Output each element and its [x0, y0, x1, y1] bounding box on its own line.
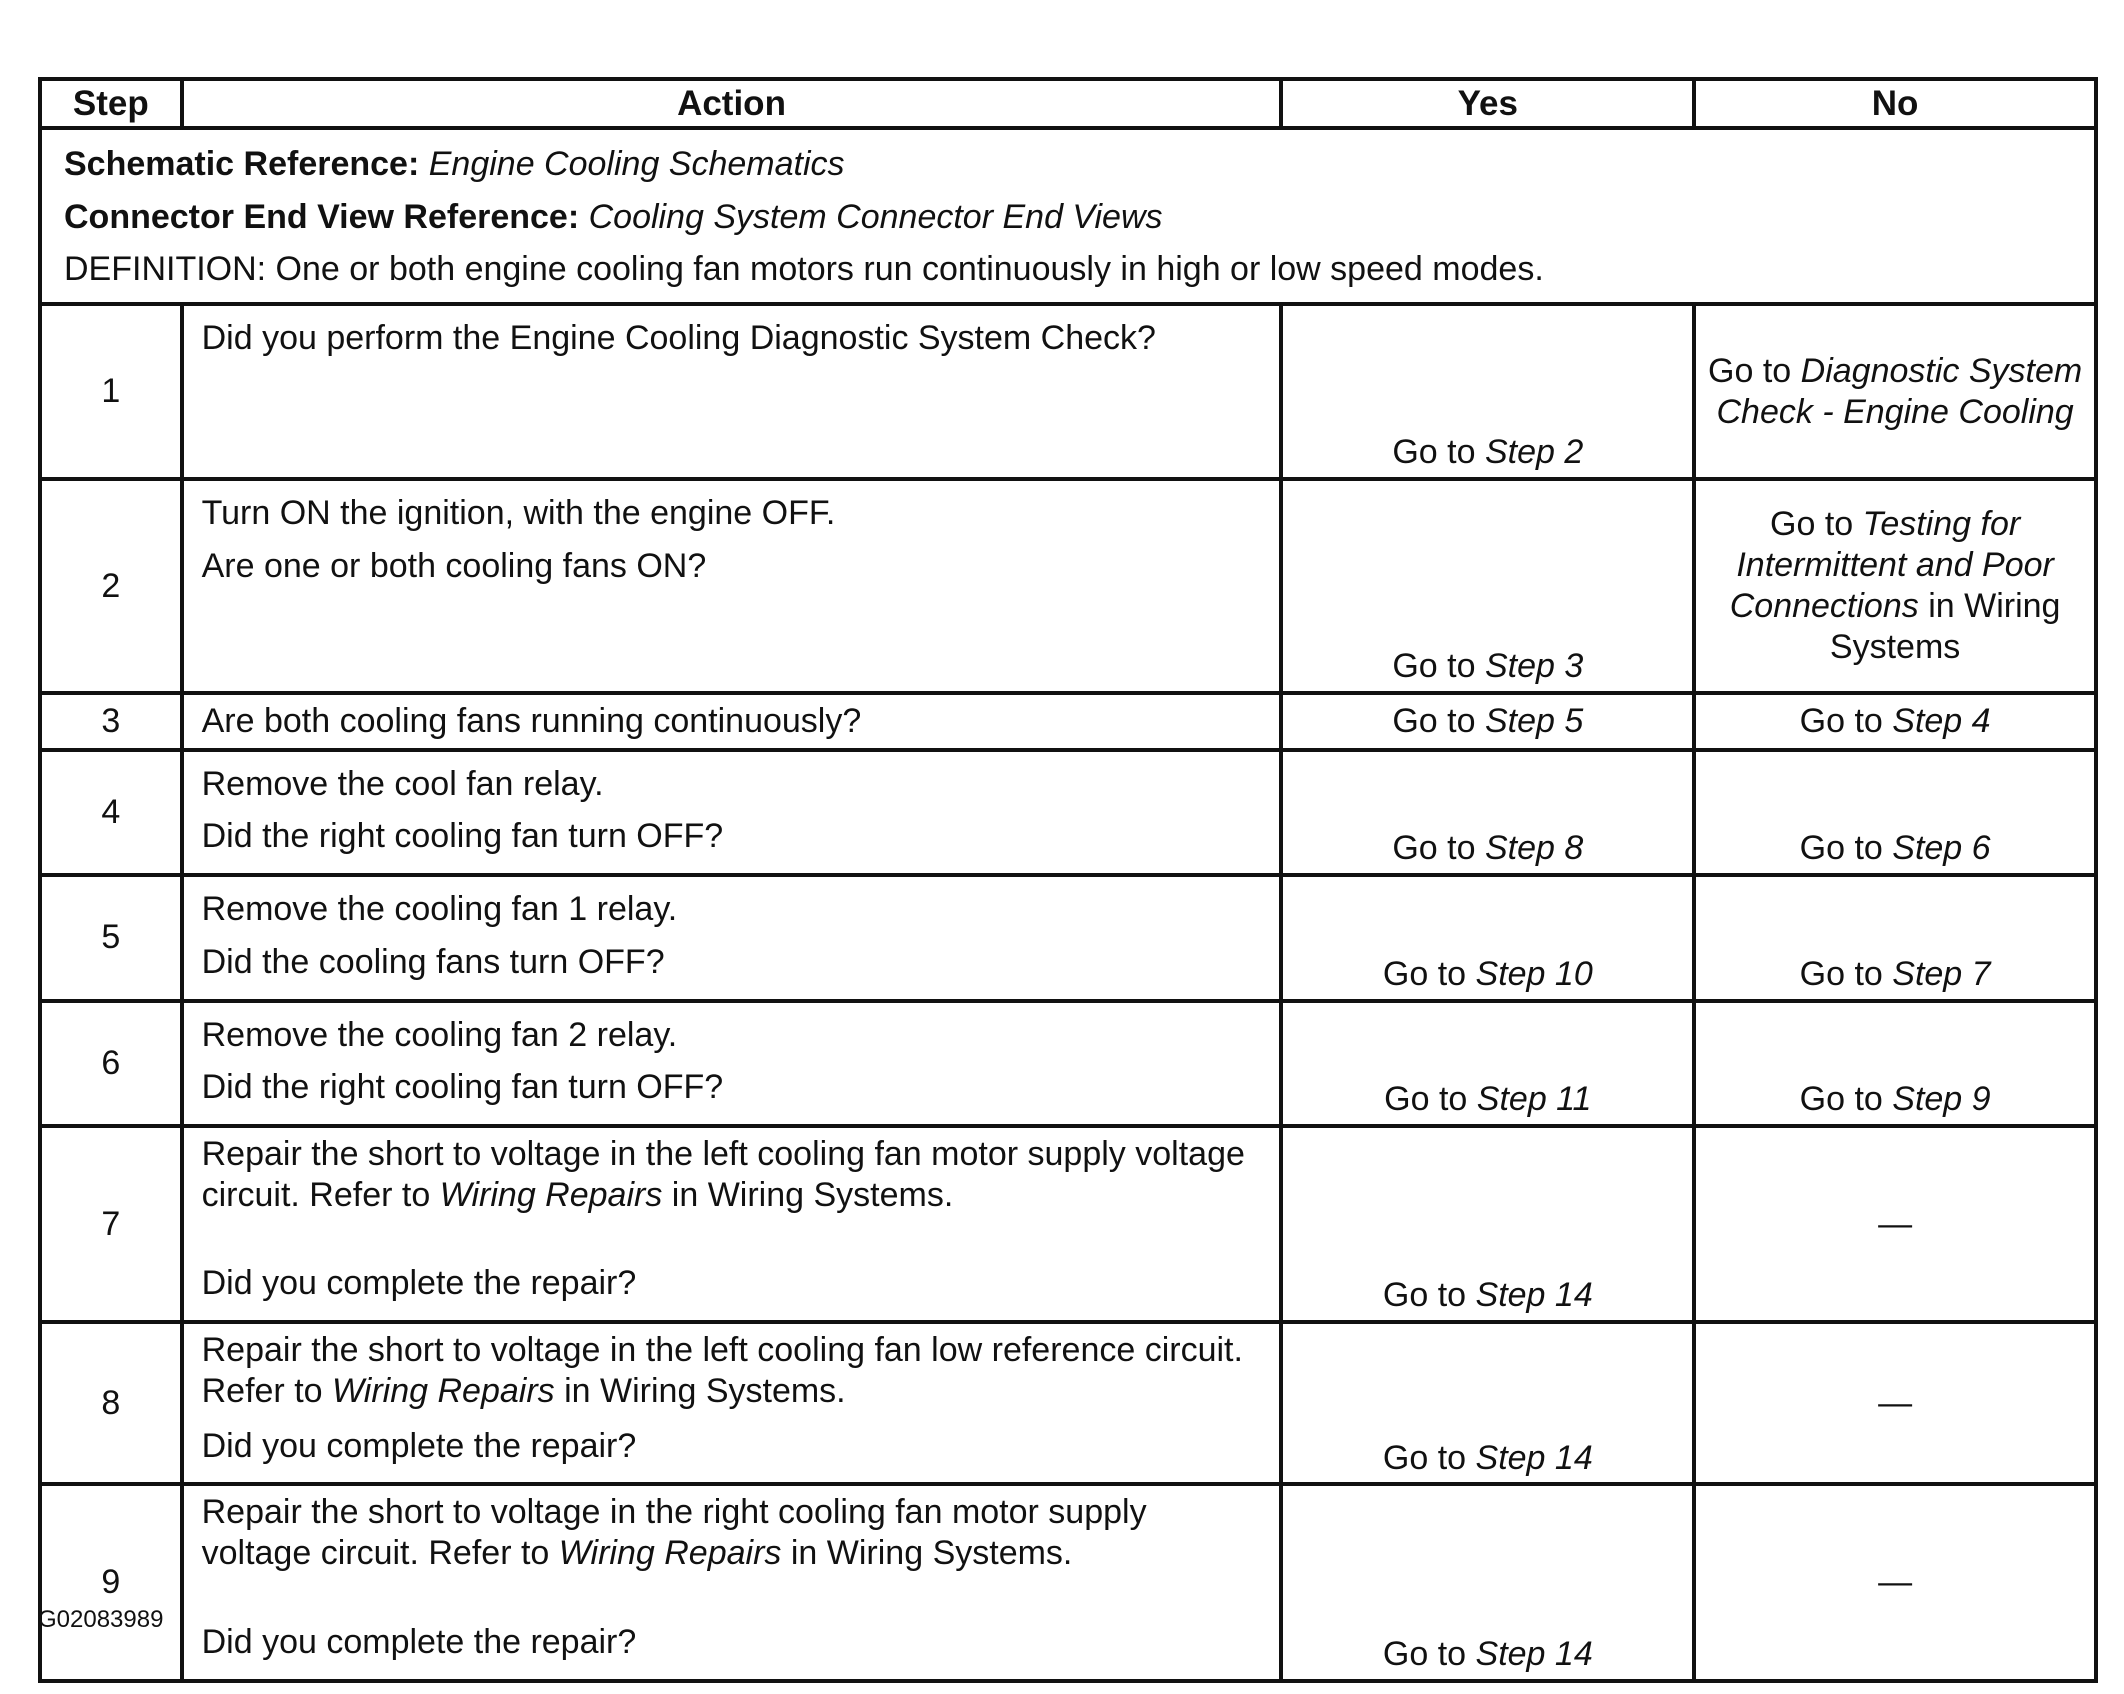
step-number: 3: [40, 693, 182, 750]
yes-step-link[interactable]: Step 8: [1484, 829, 1584, 868]
no-cell: [1694, 1322, 2096, 1484]
no-cell: [1694, 1126, 2096, 1322]
table-row: [40, 304, 2096, 479]
dash-mark: —: [1878, 1563, 1913, 1602]
step-number: 9: [40, 1484, 182, 1680]
header-yes: Yes: [1281, 79, 1694, 128]
no-cell: Go to Testing for Intermittent and Poor Connections in Wiring Systems: [1694, 479, 2096, 693]
header-row: [40, 79, 2096, 128]
yes-cell: Go to Step 14: [1281, 1484, 1694, 1680]
yes-step-link[interactable]: Step 2: [1484, 433, 1584, 472]
step-number: 7: [40, 1126, 182, 1322]
reference-cell: [40, 128, 2096, 304]
schematic-reference-link[interactable]: Engine Cooling Schematics: [428, 145, 845, 183]
table-row: [40, 1126, 2096, 1322]
connector-reference-link[interactable]: Cooling System Connector End Views: [588, 197, 1163, 236]
no-step-link[interactable]: Step 9: [1892, 1080, 1991, 1119]
table-row: [40, 693, 2096, 750]
yes-cell: Go to Step 10: [1281, 875, 1694, 1000]
table-row: [40, 1322, 2096, 1484]
step-number: 4: [40, 750, 182, 875]
wiring-repairs-link[interactable]: Wiring Repairs: [439, 1175, 663, 1214]
no-cell: Go to Step 9: [1694, 1001, 2096, 1126]
step-number: 6: [40, 1001, 182, 1126]
action-cell: Repair the short to voltage in the left cooling fan motor supply voltage circuit. Refer to Wiring Repairs in Wiring Systems. Did you complete the repair?: [182, 1126, 1282, 1322]
table-row: [40, 750, 2096, 875]
yes-cell: Go to Step 8: [1281, 750, 1694, 875]
no-step-link[interactable]: Testing for Intermittent and Poor Connections: [1729, 505, 2054, 626]
no-step-link[interactable]: Step 6: [1892, 829, 1991, 868]
action-cell: Remove the cool fan relay. Did the right cooling fan turn OFF?: [182, 750, 1282, 875]
step-number: 8: [40, 1322, 182, 1484]
reference-row: [40, 128, 2096, 304]
yes-step-link[interactable]: Step 14: [1475, 1276, 1593, 1315]
no-step-link[interactable]: Step 4: [1892, 702, 1991, 740]
header-no: No: [1694, 79, 2096, 128]
no-cell: Go to Step 7: [1694, 875, 2096, 1000]
connector-reference: Connector End View Reference: Cooling System Connector End Views: [64, 197, 1163, 236]
action-cell: Did you perform the Engine Cooling Diagnostic System Check?: [182, 304, 1282, 479]
action-cell: Repair the short to voltage in the right cooling fan motor supply voltage circuit. Refer to Wiring Repairs in Wiring Systems. Did you complete the repair?: [182, 1484, 1282, 1680]
yes-cell: Go to Step 2: [1281, 304, 1694, 479]
action-cell: Remove the cooling fan 2 relay. Did the right cooling fan turn OFF?: [182, 1001, 1282, 1126]
yes-step-link[interactable]: Step 14: [1475, 1438, 1593, 1477]
no-step-link[interactable]: Diagnostic System Check - Engine Cooling: [1716, 351, 2083, 431]
yes-cell: Go to Step 5: [1281, 693, 1694, 750]
yes-cell: Go to Step 3: [1281, 479, 1694, 693]
no-step-link[interactable]: Step 7: [1892, 954, 1991, 993]
yes-step-link[interactable]: Step 14: [1475, 1634, 1593, 1673]
yes-cell: Go to Step 14: [1281, 1322, 1694, 1484]
no-cell: Go to Diagnostic System Check - Engine Cooling: [1694, 304, 2096, 479]
diagnostic-table: [38, 77, 2098, 1683]
step-number: 2: [40, 479, 182, 693]
action-cell: Remove the cooling fan 1 relay. Did the cooling fans turn OFF?: [182, 875, 1282, 1000]
action-cell: Are both cooling fans running continuously?: [182, 693, 1282, 750]
step-number: 1: [40, 304, 182, 479]
yes-step-link[interactable]: Step 10: [1475, 954, 1593, 993]
wiring-repairs-link[interactable]: Wiring Repairs: [558, 1534, 782, 1573]
yes-cell: Go to Step 14: [1281, 1126, 1694, 1322]
yes-step-link[interactable]: Step 5: [1484, 702, 1584, 740]
yes-cell: Go to Step 11: [1281, 1001, 1694, 1126]
no-cell: Go to Step 6: [1694, 750, 2096, 875]
yes-step-link[interactable]: Step 3: [1484, 647, 1584, 686]
table-row: [40, 1484, 2096, 1680]
action-cell: Repair the short to voltage in the left cooling fan low reference circuit. Refer to Wiring Repairs in Wiring Systems. Did you complete the repair?: [182, 1322, 1282, 1484]
step-number: 5: [40, 875, 182, 1000]
table-row: [40, 1001, 2096, 1126]
header-step: Step: [40, 79, 182, 128]
dash-mark: —: [1878, 1383, 1913, 1422]
definition-text: DEFINITION: One or both engine cooling fan motors run continuously in high or low speed modes.: [64, 250, 1544, 289]
table-row: [40, 875, 2096, 1000]
wiring-repairs-link[interactable]: Wiring Repairs: [332, 1371, 555, 1410]
dash-mark: —: [1878, 1204, 1913, 1243]
no-cell: Go to Step 4: [1694, 693, 2096, 750]
figure-code: G02083989: [38, 1606, 164, 1633]
no-cell: [1694, 1484, 2096, 1680]
header-action: Action: [182, 79, 1282, 128]
table-row: [40, 479, 2096, 693]
yes-step-link[interactable]: Step 11: [1476, 1080, 1592, 1119]
action-cell: Turn ON the ignition, with the engine OFF. Are one or both cooling fans ON?: [182, 479, 1282, 693]
schematic-reference: Schematic Reference: Engine Cooling Schematics: [64, 145, 845, 183]
